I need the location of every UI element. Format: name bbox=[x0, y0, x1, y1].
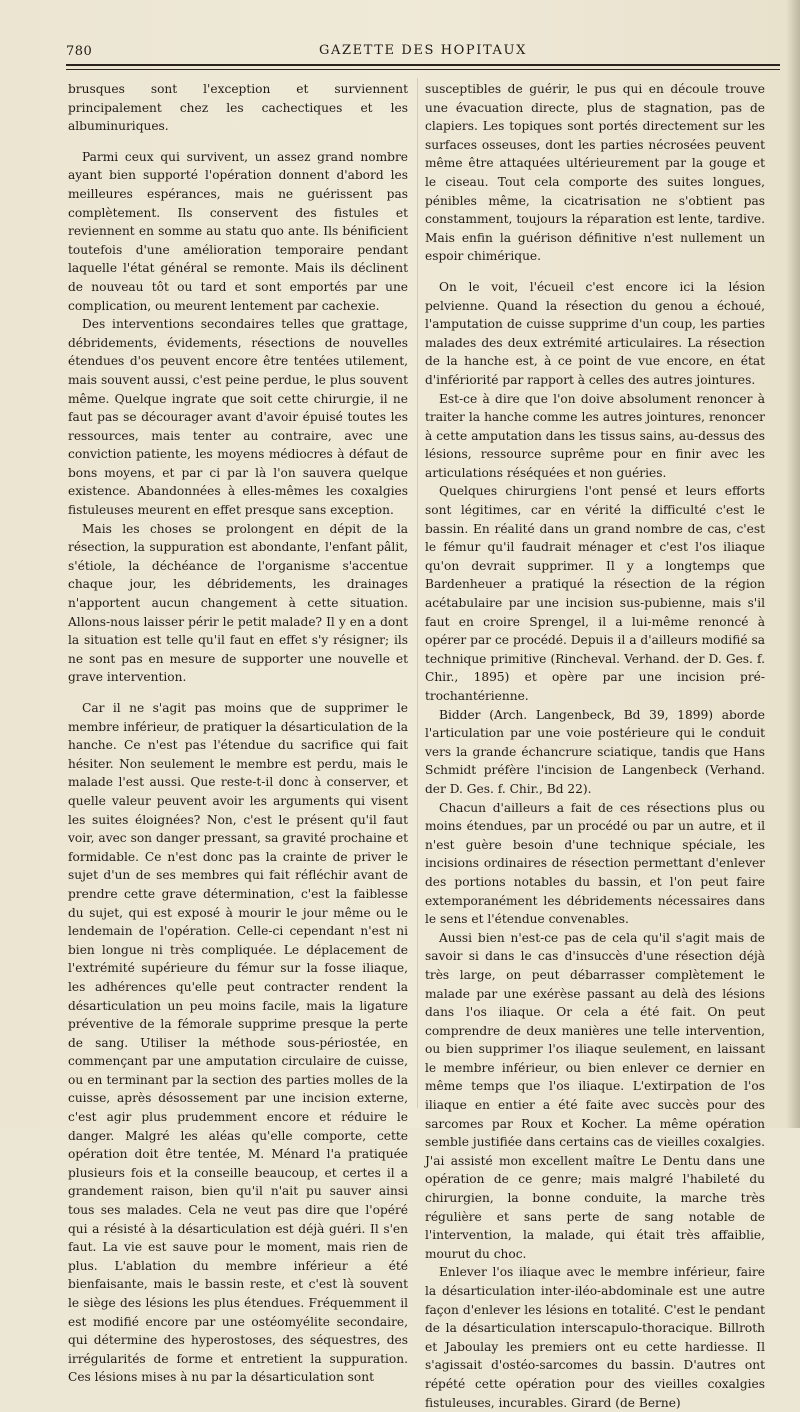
paragraph: On le voit, l'écueil c'est encore ici la lésion pelvienne. Quand la résection du genou a échoué, l'amputation de cuisse supprime d'un coup, les parties malades des deux extrémité articulaires. La résection de la hanche est, à ce point de vue encore, en état d'infériorité par rapport à celles des autres jointures. bbox=[425, 279, 765, 387]
paragraph: Enlever l'os iliaque avec le membre inférieur, faire la désarticulation inter-iléo-abdominale est une autre façon d'enlever les lésions en totalité. C'est le pendant de la désarticulation interscapulo-thoracique. Billroth et Jaboulay les premiers ont eu cette hardiesse. Il s'agissait d'ostéo-sarcomes du bassin. D'autres ont répété cette opération pour des vieilles coxalgies fistuleuses, incurables. Girard (de Berne) bbox=[425, 1265, 765, 1410]
header-rule-thin bbox=[66, 69, 780, 70]
paragraph: Chacun d'ailleurs a fait de ces résections plus ou moins étendues, par un procédé ou par un autre, et il n'est guère besoin d'une technique spéciale, les incisions ordinaires de résection permettant d'enlever des portions notables du bassin, et l'on peut faire extemporanément les débridements nécessaires dans le sens et l'étendue convenables. bbox=[425, 800, 765, 927]
column-divider bbox=[417, 78, 418, 1108]
left-column bbox=[68, 80, 408, 1387]
right-column bbox=[425, 80, 765, 1412]
header-rule-thick bbox=[66, 64, 780, 66]
paragraph: susceptibles de guérir, le pus qui en découle trouve une évacuation directe, plus de stagnation, pas de clapiers. Les topiques sont portés directement sur les surfaces osseuses, dont les parties nécrosées peuvent même être attaquées ultérieurement par la gouge et le ciseau. Tout cela comporte des suites longues, pénibles même, la cicatrisation ne s'obtient pas constamment, toujours la réparation est lente, tardive. Mais enfin la guérison définitive n'est nullement un espoir chimérique. bbox=[425, 82, 765, 264]
paragraph: brusques sont l'exception et surviennent principalement chez les cachectiques et les albuminuriques. bbox=[68, 82, 408, 134]
page-edge-shadow bbox=[786, 0, 800, 1128]
page-number: 780 bbox=[66, 44, 93, 59]
paragraph: Mais les choses se prolongent en dépit de la résection, la suppuration est abondante, l'enfant pâlit, s'étiole, la déchéance de l'organisme s'accentue chaque jour, les débridements, les drainages n'apportent aucun changement à cette situation. Allons-nous laisser périr le petit malade? Il y en a dont la situation est telle qu'il faut en effet s'y résigner; ils ne sont pas en mesure de supporter une nouvelle et grave intervention. bbox=[68, 521, 408, 685]
page-header bbox=[66, 40, 780, 62]
paragraph: Des interventions secondaires telles que grattage, débridements, évidements, résections de nouvelles étendues d'os peuvent encore être tentées utilement, mais souvent aussi, c'est peine perdue, le plus souvent même. Quelque ingrate que soit cette chirurgie, il ne faut pas se décourager avant d'avoir épuisé toutes les ressources, mais tenter au contraire, avec une conviction patiente, les moyens médiocres à défaut de bons moyens, et par ci par là l'on sauvera quelque existence. Abandonnées à elles-mêmes les coxalgies fistuleuses meurent en effet presque sans exception. bbox=[68, 317, 408, 518]
paragraph: Est-ce à dire que l'on doive absolument renoncer à traiter la hanche comme les autres jointures, renoncer à cette amputation dans les tissus sains, au-dessus des lésions, ressource suprême pour en finir avec les articulations réséquées et non guéries. bbox=[425, 391, 765, 480]
paragraph: Aussi bien n'est-ce pas de cela qu'il s'agit mais de savoir si dans le cas d'insuccès d'une résection déjà très large, on peut débarrasser complètement le malade par une exérèse passant au delà des lésions dans l'os iliaque. Or cela a été fait. On peut comprendre de deux manières une telle intervention, ou bien supprimer l'os iliaque seulement, en laissant le membre inférieur, ou bien enlever ce dernier en même temps que l'os iliaque. L'extirpation de l'os iliaque en entier a été faite avec succès pour des sarcomes par Roux et Kocher. La même opération semble justifiée dans certains cas de vieilles coxalgies. J'ai assisté mon excellent maître Le Dentu dans une opération de ce genre; mais malgré l'habileté du chirurgien, la bonne conduite, la marche très régulière et sans perte de sang notable de l'intervention, la malade, qui était très affaiblie, mourut du choc. bbox=[425, 930, 765, 1261]
running-title: GAZETTE DES HOPITAUX bbox=[319, 43, 527, 58]
paragraph: Car il ne s'agit pas moins que de supprimer le membre inférieur, de pratiquer la désarticulation de la hanche. Ce n'est pas l'étendue du sacrifice qui fait hésiter. Non seulement le membre est perdu, mais le malade l'est aussi. Que reste-t-il donc à conserver, et quelle valeur peuvent avoir les arguments qui visent les suites éloignées? Non, c'est le présent qu'il faut voir, avec son danger pressant, sa gravité prochaine et formidable. Ce n'est donc pas la crainte de priver le sujet d'un de ses membres qui fait réfléchir avant de prendre cette grave détermination, c'est la faiblesse du sujet, qui est exposé à mourir le jour même ou le lendemain de l'opération. Celle-ci cependant n'est ni bien longue ni très compliquée. Le déplacement de l'extrémité supérieure du fémur sur la fosse iliaque, les adhérences qu'elle peut contracter rendent la désarticulation un peu moins facile, mais la ligature préventive de la fémorale supprime presque la perte de sang. Utiliser la méthode sous-périostée, en commençant par une amputation circulaire de cuisse, ou en terminant par la section des parties molles de la cuisse, après désossement par une incision externe, c'est agir plus prudemment encore et réduire le danger. Malgré les aléas qu'elle comporte, cette opération doit être tentée, M. Ménard l'a pratiquée plusieurs fois et la conseille beaucoup, et certes il a grandement raison, bien qu'il n'ait pu sauver ainsi tous ses malades. Cela ne veut pas dire que l'opéré qui a résisté à la désarticulation est déjà guéri. Il s'en faut. La vie est sauve pour le moment, mais rien de plus. L'ablation du membre inférieur a été bienfaisante, mais le bassin reste, et c'est là souvent le siège des lésions les plus étendues. Fréquemment il est modifié encore par une ostéomyélite secondaire, qui détermine des hyperostoses, des séquestres, des irrégularités de forme et entretient la suppuration. Ces lésions mises à nu par la désarticulation sont bbox=[68, 701, 408, 1385]
paragraph: Bidder (Arch. Langenbeck, Bd 39, 1899) aborde l'articulation par une voie postérieure qui le conduit vers la grande échancrure sciatique, tandis que Hans Schmidt préfère l'incision de Langenbeck (Verhand. der D. Ges. f. Chir., Bd 22). bbox=[425, 707, 765, 796]
paragraph: Quelques chirurgiens l'ont pensé et leurs efforts sont légitimes, car en vérité la difficulté c'est le bassin. En réalité dans un grand nombre de cas, c'est le fémur qu'il faudrait ménager et c'est l'os iliaque qu'on devrait supprimer. Il y a longtemps que Bardenheuer a pratiqué la résection de la région acétabulaire par une incision sus-pubienne, mais s'il faut en croire Sprengel, il a lui-même renoncé à opérer par ce procédé. Depuis il a d'ailleurs modifié sa technique primitive (Rincheval. Verhand. der D. Ges. f. Chir., 1895) et opère par une incision pré-trochantérienne. bbox=[425, 484, 765, 703]
paragraph: Parmi ceux qui survivent, un assez grand nombre ayant bien supporté l'opération donnent d'abord les meilleures espérances, mais ne guérissent pas complètement. Ils conservent des fistules et reviennent en somme au statu quo ante. Ils bénificient toutefois d'une amélioration temporaire pendant laquelle l'état général se remonte. Mais ils déclinent de nouveau tôt ou tard et sont emportés par une complication, ou meurent lentement par cachexie. bbox=[68, 149, 408, 313]
